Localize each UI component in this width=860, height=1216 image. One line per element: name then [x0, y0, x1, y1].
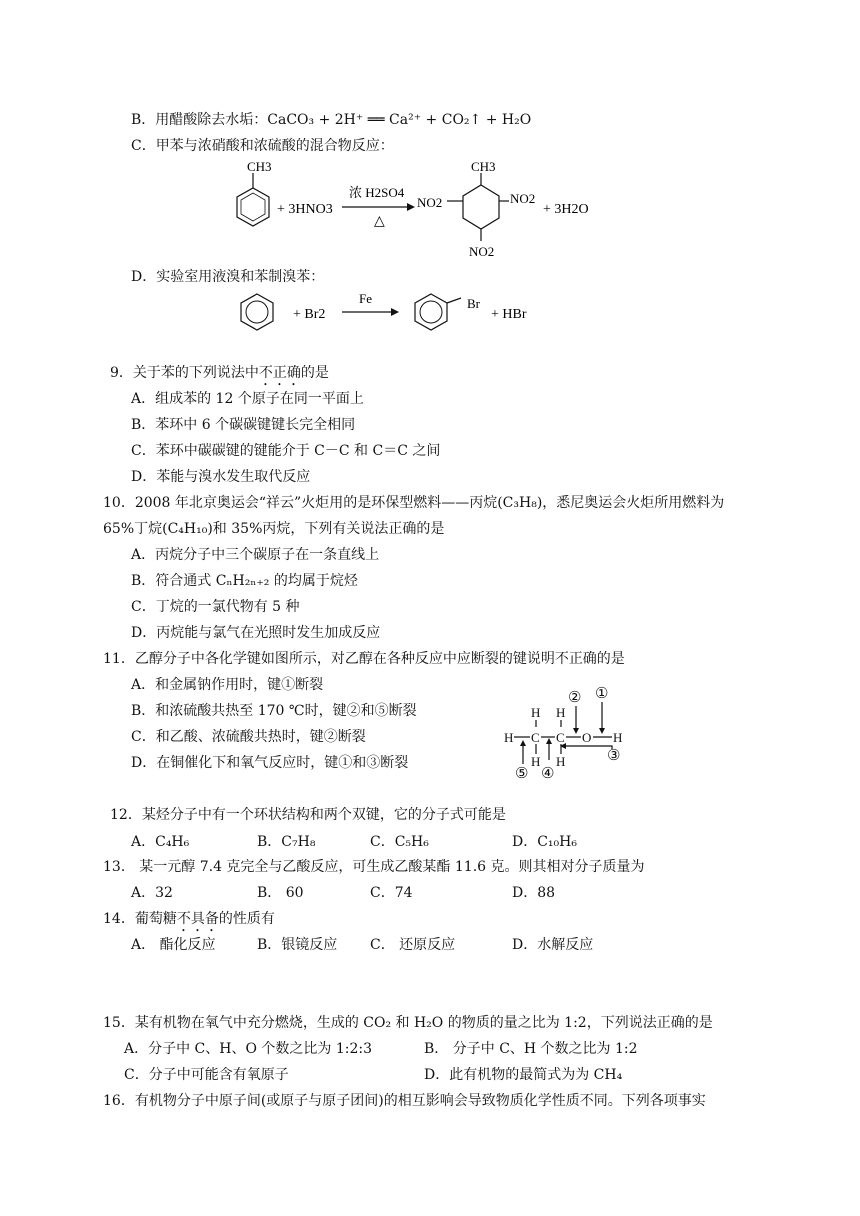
q9-option-c: C．苯环中碳碳键的键能介于 C－C 和 C＝C 之间 [131, 443, 441, 459]
q10-stem-line2: 65%丁烷(C₄H₁₀)和 35%丙烷，下列有关说法正确的是 [103, 521, 445, 537]
q9-option-a: A．组成苯的 12 个原子在同一平面上 [131, 391, 364, 407]
q14-option-b: B．银镜反应 [257, 937, 338, 953]
q14-option-a: A． 酯化反应 [131, 937, 216, 953]
reagent-top: 浓 H2SO4 [349, 185, 405, 200]
svg-text:C: C [531, 730, 540, 745]
q13-option-c: C．74 [370, 885, 413, 901]
q13-option-a: A．32 [131, 885, 173, 901]
q10-option-d: D．丙烷能与氯气在光照时发生加成反应 [131, 625, 381, 641]
plus-h2o: + 3H2O [543, 202, 589, 217]
q15-stem: 15．某有机物在氧气中充分燃烧，生成的 CO₂ 和 H₂O 的物质的量之比为 1:2，下列说法正确的是 [103, 1015, 713, 1031]
q11-option-d: D．在铜催化下和氧气反应时，键①和③断裂 [131, 755, 409, 771]
q12-option-a: A．C₄H₆ [131, 834, 190, 850]
q14-option-c: C． 还原反应 [370, 937, 456, 953]
svg-text:①: ① [595, 686, 609, 702]
reagent-bottom: △ [374, 214, 385, 229]
q15-option-d: D．此有机物的最简式为为 CH₄ [424, 1067, 623, 1083]
q11-option-b: B．和浓硫酸共热至 170 ℃时，键②和⑤断裂 [131, 703, 417, 719]
q8-option-d: D．实验室用液溴和苯制溴苯： [131, 269, 325, 285]
q13-stem: 13． 某一元醇 7.4 克完全与乙酸反应，可生成乙酸某酯 11.6 克。则其相对分子质量为 [103, 859, 645, 875]
q10-option-c: C．丁烷的一氯代物有 5 种 [131, 599, 300, 615]
q13-option-b: B． 60 [257, 885, 304, 901]
q14-option-d: D．水解反应 [512, 937, 594, 953]
q9-stem: 9．关于苯的下列说法中不正确的是 [110, 365, 329, 381]
q10-option-a: A．丙烷分子中三个碳原子在一条直线上 [131, 547, 380, 563]
plus-br2: + Br2 [293, 307, 326, 322]
svg-text:O: O [582, 730, 592, 745]
svg-text:H: H [504, 730, 514, 745]
bromination-equation [225, 288, 555, 338]
q8-option-c: C．甲苯与浓硝酸和浓硫酸的混合物反应： [131, 138, 394, 154]
ch3-right: CH3 [471, 159, 496, 174]
q13-option-d: D．88 [512, 885, 556, 901]
svg-text:④: ④ [541, 766, 555, 782]
q14-stem: 14．葡萄糖不具备的性质有 [103, 911, 275, 927]
svg-text:H: H [613, 730, 623, 745]
plus-hno3: + 3HNO3 [277, 202, 333, 217]
q12-option-c: C．C₅H₆ [370, 834, 429, 850]
q9-option-b: B．苯环中 6 个碳碳键键长完全相同 [131, 417, 356, 433]
no2-left: NO2 [417, 195, 443, 210]
q10-stem-line1: 10．2008 年北京奥运会“祥云”火炬用的是环保型燃料——丙烷(C₃H₈)，悉尼奥运会火炬所用燃料为 [103, 495, 725, 511]
svg-text:C: C [556, 730, 565, 745]
toluene-nitration-equation [225, 155, 625, 265]
no2-bottom: NO2 [469, 244, 495, 259]
svg-text:H: H [556, 705, 566, 720]
q12-option-b: B．C₇H₈ [257, 834, 316, 850]
svg-text:H: H [531, 705, 541, 720]
plus-hbr: + HBr [491, 307, 527, 322]
no2-right: NO2 [510, 191, 536, 206]
q11-stem: 11．乙醇分子中各化学键如图所示，对乙醇在各种反应中应断裂的键说明不正确的是 [103, 651, 625, 667]
br-label: Br [467, 296, 480, 311]
q8-option-b: B．用醋酸除去水垢：CaCO₃ + 2H⁺ ══ Ca²⁺ + CO₂↑ + H₂O [131, 112, 532, 128]
q15-option-b: B． 分子中 C、H 个数之比为 1:2 [424, 1041, 638, 1057]
q11-option-a: A．和金属钠作用时，键①断裂 [131, 677, 324, 693]
q15-option-c: C．分子中可能含有氧原子 [124, 1067, 289, 1083]
q9-option-d: D．苯能与溴水发生取代反应 [131, 469, 311, 485]
svg-text:②: ② [568, 690, 582, 706]
q15-option-a: A．分子中 C、H、O 个数之比为 1:2:3 [124, 1041, 373, 1057]
ch3-left: CH3 [247, 159, 272, 174]
svg-text:⑤: ⑤ [515, 766, 529, 782]
ethanol-bond-diagram [500, 682, 640, 782]
svg-text:③: ③ [607, 748, 621, 764]
q12-option-d: D．C₁₀H₆ [512, 834, 577, 850]
svg-text:H: H [531, 754, 541, 769]
q16-stem: 16．有机物分子中原子间(或原子与原子团间)的相互影响会导致物质化学性质不同。下列各项事实 [103, 1093, 706, 1109]
catalyst-fe: Fe [359, 291, 372, 306]
svg-text:H: H [556, 754, 566, 769]
q12-stem: 12．某烃分子中有一个环状结构和两个双键，它的分子式可能是 [110, 807, 506, 823]
q10-option-b: B．符合通式 CₙH₂ₙ₊₂ 的均属于烷烃 [131, 573, 358, 589]
q11-option-c: C．和乙酸、浓硫酸共热时，键②断裂 [131, 729, 366, 745]
